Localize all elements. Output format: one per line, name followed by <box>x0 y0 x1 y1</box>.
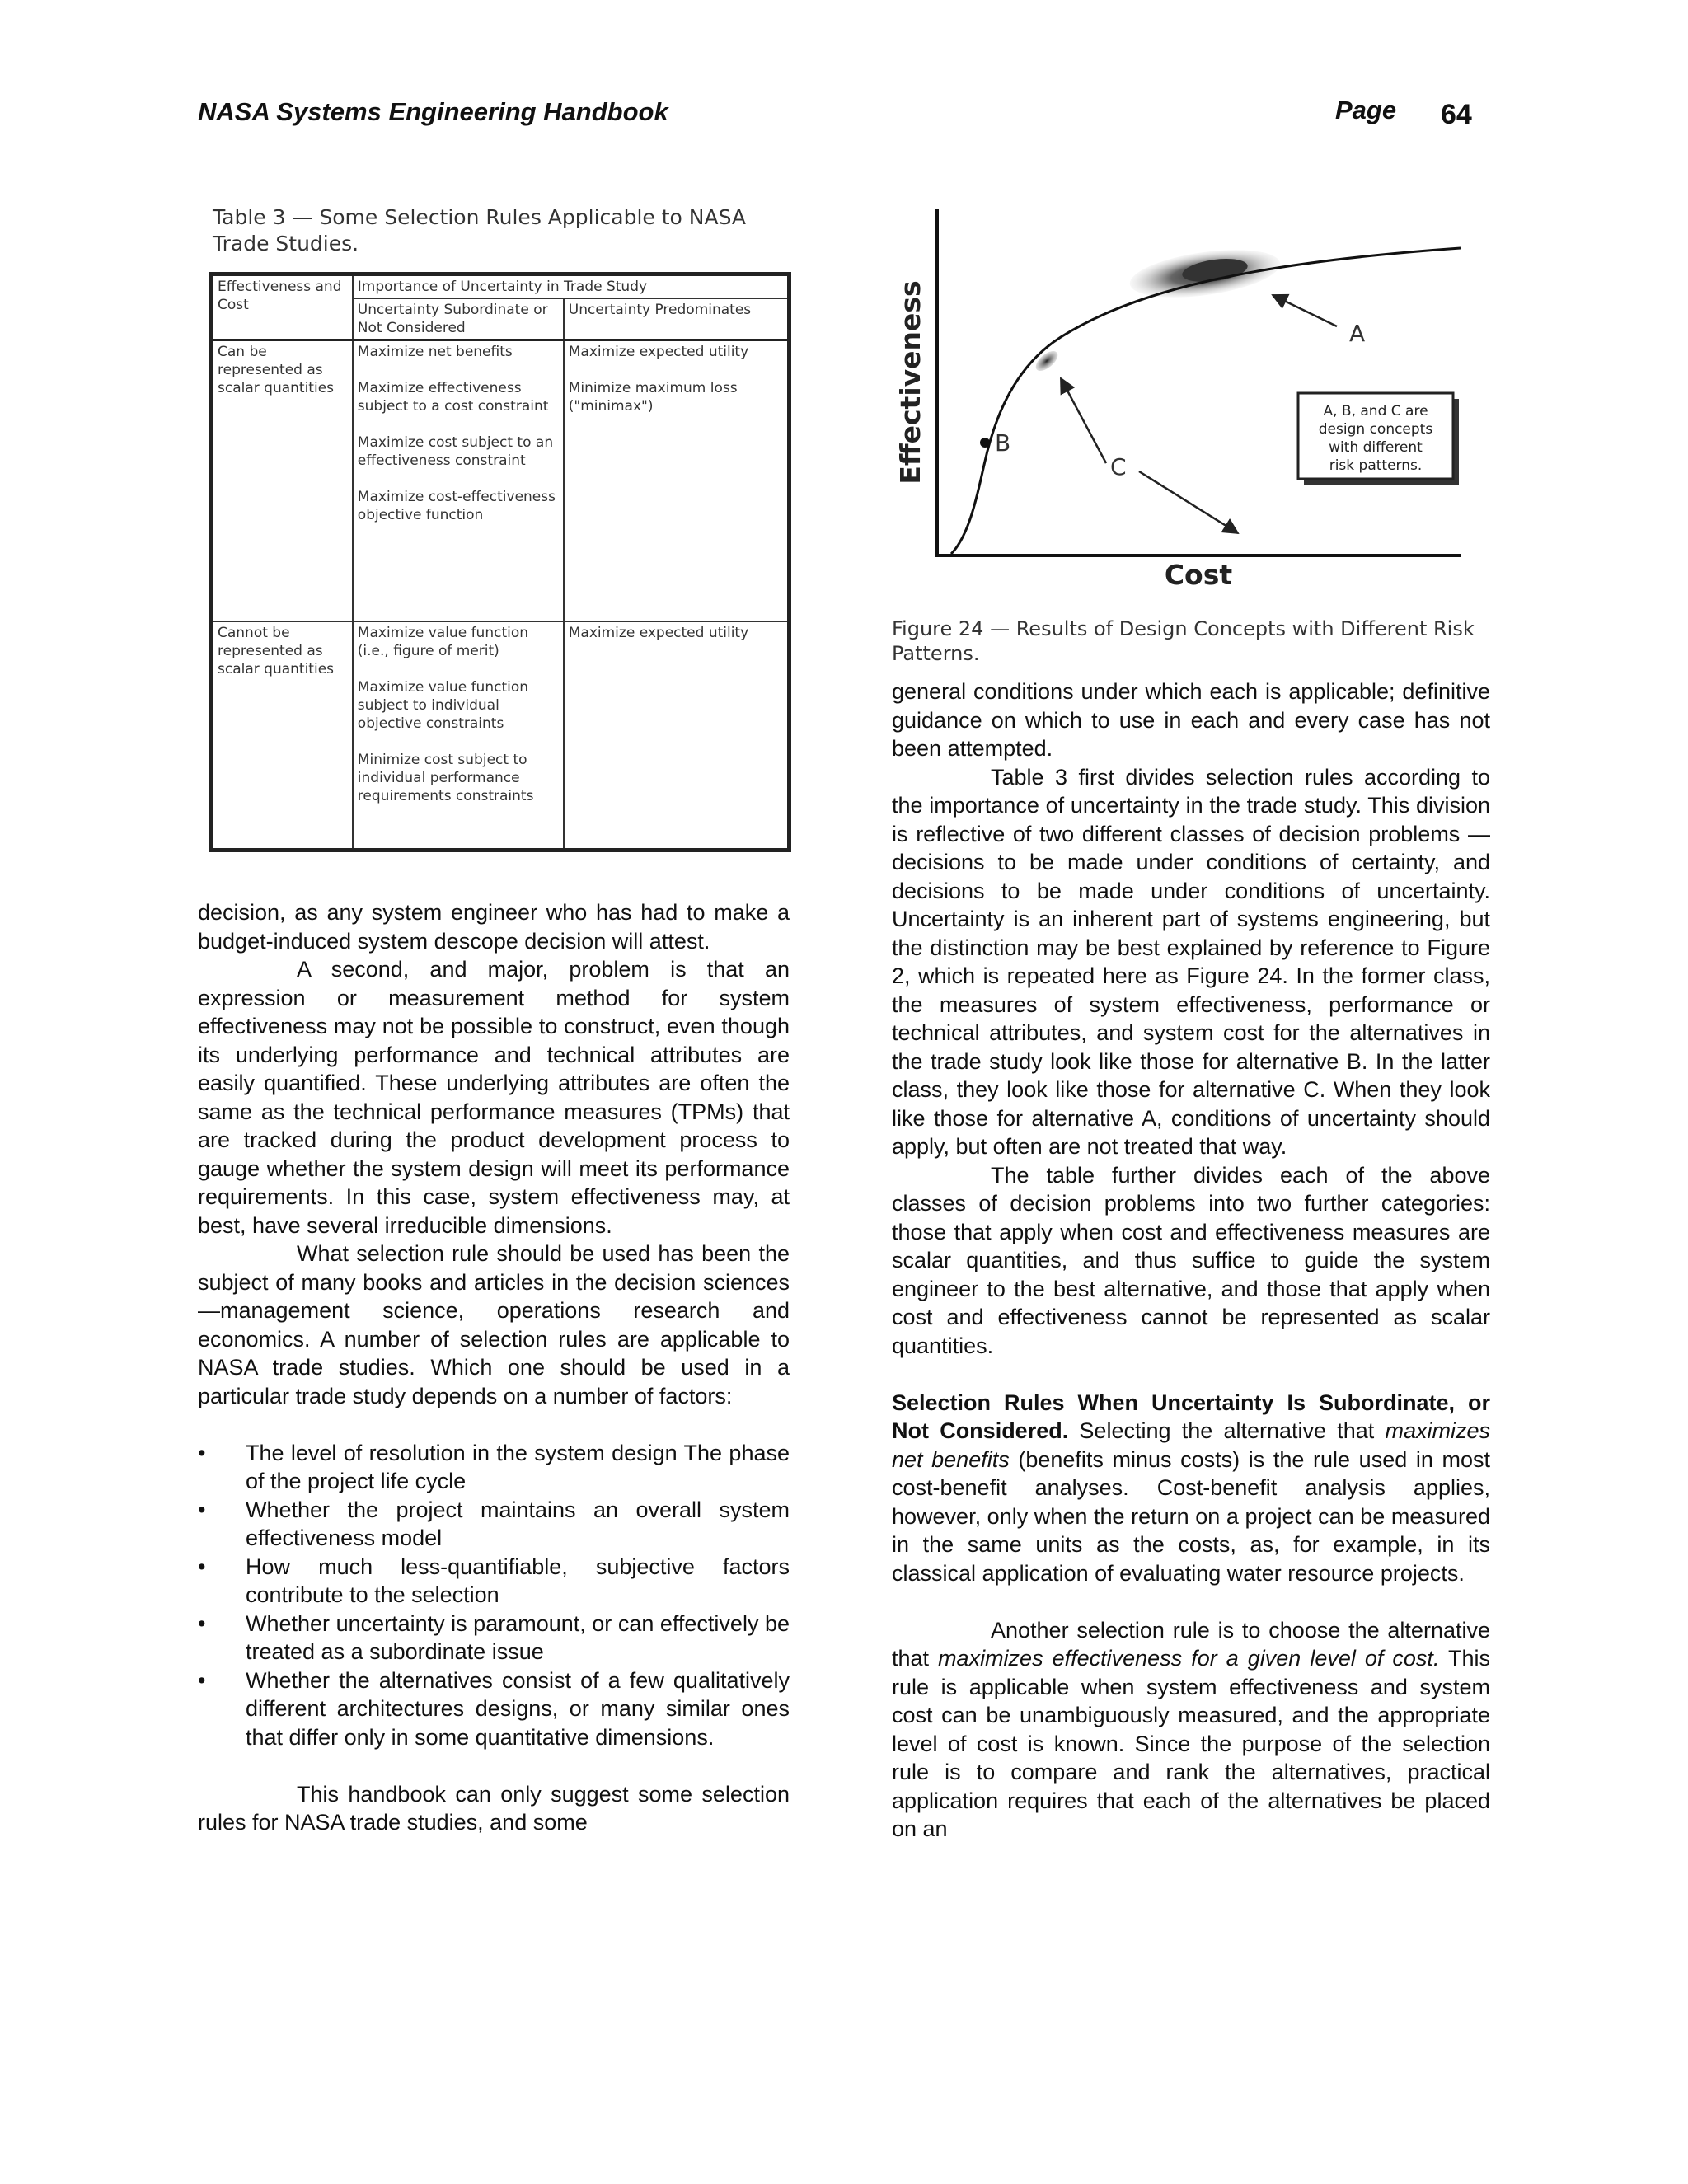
corner-header-cell: Effectiveness and Cost <box>212 274 353 340</box>
paragraph: A second, and major, problem is that an expression or measurement method for system effectiveness may not be possible to construct, even though its underlying performance and technical attributes are easily quantified. These underlying attributes are often the same as the technical performance measures (TPMs) that are tracked during the product development process to gauge whether the system design will meet its performance requirements. In this case, system effectiveness may, at best, have several irreducible dimensions. <box>198 957 790 1238</box>
handbook-title: NASA Systems Engineering Handbook <box>198 97 668 126</box>
paragraph: decision, as any system engineer who has had to make a budget-induced system descope decision will attest. <box>198 900 790 954</box>
rule-item: Maximize value function subject to individual objective constraints <box>357 679 529 732</box>
label-a: A <box>1349 320 1366 347</box>
label-b: B <box>995 429 1011 457</box>
scalar-predominates-cell <box>564 340 790 622</box>
figure-24-diagram <box>892 201 1493 613</box>
rule-item: Minimize cost subject to individual performance requirements constraints <box>357 752 534 804</box>
alternative-c-point <box>1033 348 1062 375</box>
rule-item: Maximize expected utility <box>568 625 749 641</box>
rule-item: Maximize cost subject to an effectiveness constraint <box>357 434 554 469</box>
non-scalar-subordinate-cell <box>353 621 564 851</box>
bullet-icon: • <box>198 1554 206 1579</box>
page-label: Page <box>1335 96 1397 124</box>
legend-line: A, B, and C are <box>1323 403 1428 419</box>
paragraph: This handbook can only suggest some selection rules for NASA trade studies, and some <box>198 1781 790 1835</box>
paragraph: The table further divides each of the above classes of decision problems into two further categories: those that apply when cost and effectiveness measures are scalar quantities, and thus suffice to guide the system engineer to the best alternative, and those that apply when cost and effectiveness cannot be represented as scalar quantities. <box>892 1162 1490 1358</box>
row-header-non-scalar: Cannot be represented as scalar quantities <box>212 621 353 851</box>
rule-item: Maximize expected utility <box>568 344 749 360</box>
label-c: C <box>1110 453 1127 480</box>
table-caption: Table 3 — Some Selection Rules Applicable to NASA Trade Studies. <box>213 205 747 255</box>
row-header-scalar: Can be represented as scalar quantities <box>212 340 353 622</box>
section-heading: Selection Rules When Uncertainty Is Subordinate, or Not Considered. <box>892 1390 1490 1443</box>
non-scalar-predominates-cell <box>564 621 790 851</box>
paragraph: Another selection rule is to choose the alternative that maximizes effectiveness for a given level of cost. This rule is applicable when system effectiveness and system cost can be unambiguously measured, and the appropriate level of cost is known. Since the purpose of the selection rule is to compare and rank the alternatives, practical application requires that each of the alternatives be placed on an <box>892 1617 1490 1841</box>
list-item: • How much less-quantifiable, subjective factors contribute to the selection <box>198 1554 790 1607</box>
rule-item: Minimize maximum loss ("minimax") <box>568 380 738 415</box>
paragraph: Table 3 first divides selection rules according to the importance of uncertainty in the trade study. This division is reflective of two different classes of decision problems —decisions to be made under conditions of certainty, and decisions to be made under conditions of uncertainty. Uncertainty is an inherent part of systems engineering, but the distinction may be best explained by reference to Figure 2, which is repeated here as Figure 24. In the former class, the measures of system effectiveness, performance or technical attributes, and system cost for the alternatives in the trade study look like those for alternative B. In the latter class, they look like those for alternative C. When they look like those for alternative A, conditions of uncertainty should apply, but often are not treated that way. <box>892 764 1490 1159</box>
figure-24 <box>892 201 1493 679</box>
list-item: • Whether the project maintains an overall system effectiveness model <box>198 1497 790 1550</box>
paragraph: Selection Rules When Uncertainty Is Subordinate, or Not Considered. Selecting the alternative that maximizes net benefits (benefits minus costs) is the rule used in most cost-benefit analyses. Cost-benefit analysis applies, however, only when the return on a project can be measured in the same units as the costs, as, for example, in its classical application of evaluating water resource projects. <box>892 1390 1490 1586</box>
factors-list <box>198 1439 790 1752</box>
bullet-icon: • <box>198 1497 206 1522</box>
arrow-c-down <box>1139 471 1238 533</box>
left-text-column <box>198 898 790 1837</box>
x-axis-label: Cost <box>1164 559 1233 591</box>
scalar-subordinate-cell <box>353 340 564 622</box>
list-item: • The level of resolution in the system design The phase of the project life cycle <box>198 1440 790 1493</box>
bullet-icon: • <box>198 1610 206 1636</box>
figure-caption: Figure 24 — Results of Design Concepts with Different Risk Patterns. <box>892 617 1475 665</box>
paragraph: general conditions under which each is applicable; definitive guidance on which to use in each and every case has not been attempted. <box>892 679 1490 761</box>
paragraph: What selection rule should be used has been the subject of many books and articles in the decision sciences —management science, operations research and economics. A number of selection rules are applicable to NASA trade studies. Which one should be used in a particular trade study depends on a number of factors: <box>198 1241 790 1408</box>
legend-line: with different <box>1329 439 1423 456</box>
list-item: • Whether the alternatives consist of a few qualitatively different architectures designs, or many similar ones that differ only in some quantitative dimensions. <box>198 1667 790 1750</box>
rule-item: Maximize value function (i.e., figure of merit) <box>357 625 529 659</box>
rule-item: Maximize effectiveness subject to a cost constraint <box>357 380 549 415</box>
arrow-to-a <box>1273 295 1337 326</box>
y-axis-label: Effectiveness <box>894 280 926 485</box>
list-item: • Whether uncertainty is paramount, or can effectively be treated as a subordinate issue <box>198 1610 790 1664</box>
legend-line: design concepts <box>1318 421 1433 438</box>
selection-rules-table <box>209 272 791 852</box>
page-number: 64 <box>1441 99 1472 130</box>
right-text-column <box>892 677 1490 1844</box>
group-header-cell: Importance of Uncertainty in Trade Study <box>353 274 790 299</box>
rule-item: Maximize net benefits <box>357 344 513 360</box>
rule-item: Maximize cost-effectiveness objective function <box>357 489 556 523</box>
legend-line: risk patterns. <box>1329 457 1423 474</box>
table-3-figure <box>209 204 795 897</box>
arrow-c-up <box>1061 378 1106 463</box>
page-header <box>198 97 1494 138</box>
alternative-b-point <box>980 438 990 448</box>
bullet-icon: • <box>198 1440 206 1465</box>
col-header-predominates: Uncertainty Predominates <box>564 298 790 340</box>
col-header-subordinate: Uncertainty Subordinate or Not Considered <box>353 298 564 340</box>
bullet-icon: • <box>198 1667 206 1693</box>
